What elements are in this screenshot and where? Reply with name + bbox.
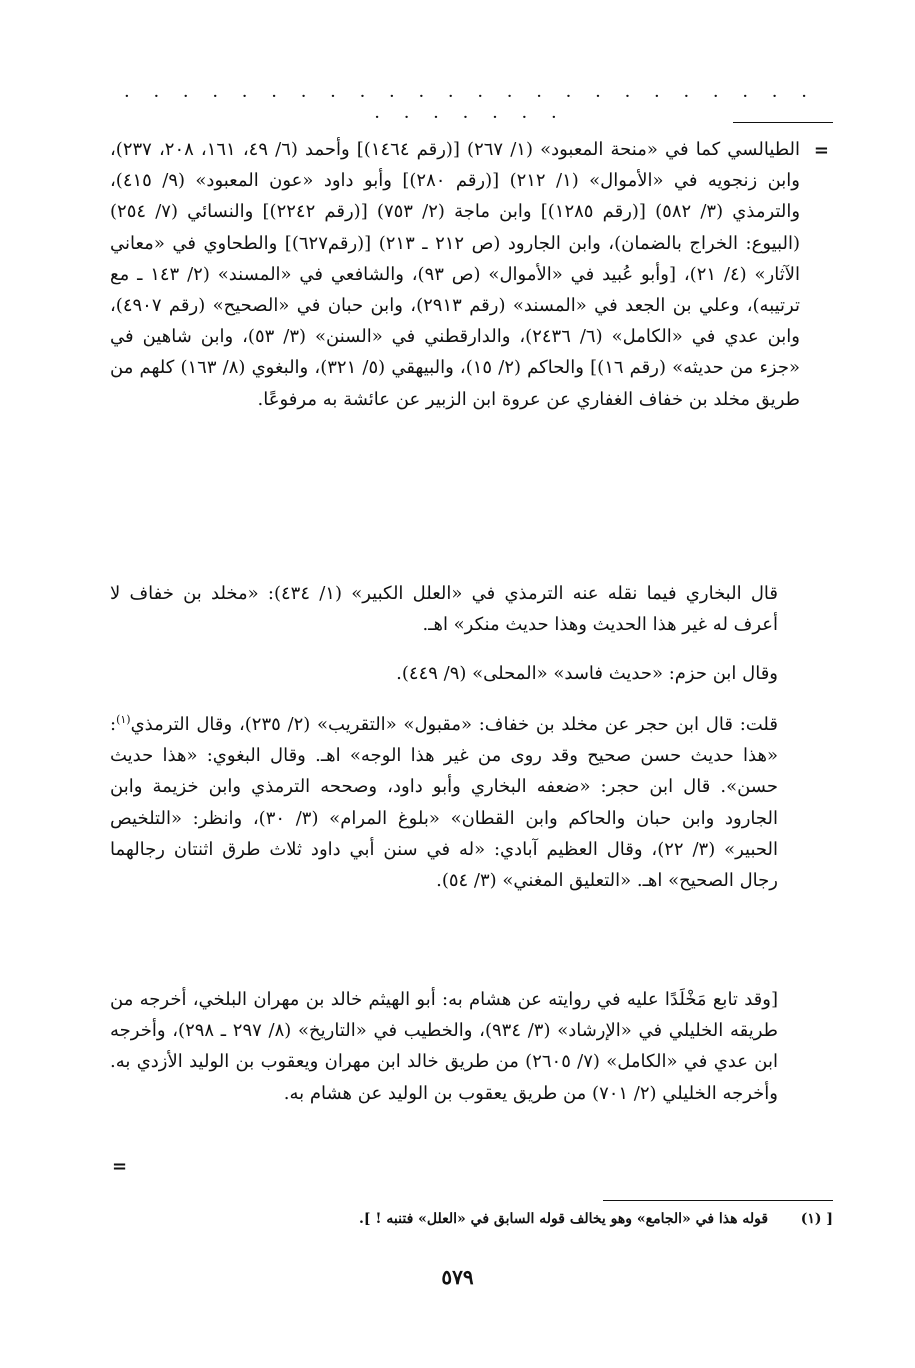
top-rule	[733, 122, 833, 123]
footnote	[133, 1208, 833, 1230]
paragraph-3-text: وقال ابن حزم: «حديث فاسد» «المحلى» (٩/ ٤٤٩).	[396, 663, 778, 684]
paragraph-3	[110, 658, 800, 689]
paragraph-4	[110, 704, 800, 896]
paragraph-1-text: الطيالسي كما في «منحة المعبود» (١/ ٢٦٧) [(رقم ١٤٦٤)] وأحمد (٦/ ٤٩، ١٦١، ٢٠٨، ٢٣٧)، وابن زنجويه في «الأموال» (١/ ٢١٢) [(رقم ٢٨٠)] وأبو داود «عون المعبود» (٩/ ٤١٥)، والترمذي (٣/ ٥٨٢) [(رقم ١٢٨٥)] وابن ماجة (٢/ ٧٥٣) [(رقم ٢٢٤٢)] والنسائي (٧/ ٢٥٤) (البيوع: الخراج بالضمان)، وابن الجارود (ص ٢١٢ ـ ٢١٣) [(رقم٦٢٧)] والطحاوي في «معاني الآثار» (٤/ ٢١)، [وأبو عُبيد في «الأموال» (ص ٩٣)، والشافعي في «المسند» (٢/ ١٤٣ ـ مع ترتيبه)، وعلي بن الجعد في «المسند» (رقم ٢٩١٣)، وابن حبان في «الصحيح» (رقم ٤٩٠٧)، وابن عدي في «الكامل» (٦/ ٢٤٣٦)، والدارقطني في «السنن» (٣/ ٥٣)، وابن شاهين في «جزء من حديثه» (رقم ١٦)] والحاكم (٢/ ١٥)، والبيهقي (٥/ ٣٢١)، والبغوي (٨/ ١٦٣) كلهم من طريق مخلد بن خفاف الغفاري عن عروة ابن الزبير عن عائشة به مرفوعًا.	[110, 139, 801, 410]
footnote-rule	[603, 1200, 833, 1201]
paragraph-4-part-a: قلت: قال ابن حجر عن مخلد بن خفاف: «مقبول» «التقريب» (٢/ ٢٣٥)، وقال الترمذي	[130, 714, 778, 735]
paragraph-5-text: [وقد تابع مَخْلَدًا عليه في روايته عن هشام به: أبو الهيثم خالد بن مهران البلخي، أخرجه من طريقه الخليلي في «الإرشاد» (٣/ ٩٣٤)، والخطيب في «التاريخ» (٨/ ٢٩٧ ـ ٢٩٨)، وأخرجه ابن عدي في «الكامل» (٧/ ٢٦٠٥) من طريق خالد ابن مهران ويعقوب بن الوليد الأزدي به. وأخرجه الخليلي (٢/ ٧٠١) من طريق يعقوب بن الوليد عن هشام به.	[110, 989, 779, 1104]
paragraph-2-text: قال البخاري فيما نقله عنه الترمذي في «العلل الكبير» (١/ ٤٣٤): «مخلد بن خفاف لا أعرف له غير هذا الحديث وهذا حديث منكر» اهـ.	[110, 583, 778, 636]
paragraph-4-part-b: : «هذا حديث حسن صحيح وقد روى من غير هذا الوجه» اهـ. وقال البغوي: «هذا حديث حسن». قال ابن حجر: «ضعفه البخاري وأبو داود، وصححه الترمذي وابن خزيمة وابن الجارود وابن حبان والحاكم وابن القطان» «بلوغ المرام» (٣/ ٣٠)، وانظر: «التلخيص الحبير» (٣/ ٢٢)، وقال العظيم آبادي: «له في سنن أبي داود ثلاث طرق اثنتان رجالهما رجال الصحيح» اهـ. «التعليق المغني» (٣/ ٥٤).	[110, 714, 779, 892]
paragraph-4-text	[110, 704, 800, 896]
continuation-mark-top: =	[813, 140, 829, 161]
footnote-text: قوله هذا في «الجامع» وهو يخالف قوله السابق في «العلل» فتنبه ! ].	[359, 1211, 769, 1227]
page-number: ٥٧٩	[441, 1265, 474, 1289]
footnote-number: [ (١)	[800, 1211, 833, 1227]
top-dotted-separator: · · · · · · · · · · · · · · · · · · · · · · · · · · · · · · ·	[124, 86, 816, 128]
paragraph-1	[110, 134, 800, 415]
footnote-reference[interactable]: (١)	[116, 713, 131, 726]
paragraph-2	[110, 578, 800, 640]
continuation-mark-bottom: =	[112, 1156, 128, 1177]
paragraph-5	[110, 984, 800, 1109]
